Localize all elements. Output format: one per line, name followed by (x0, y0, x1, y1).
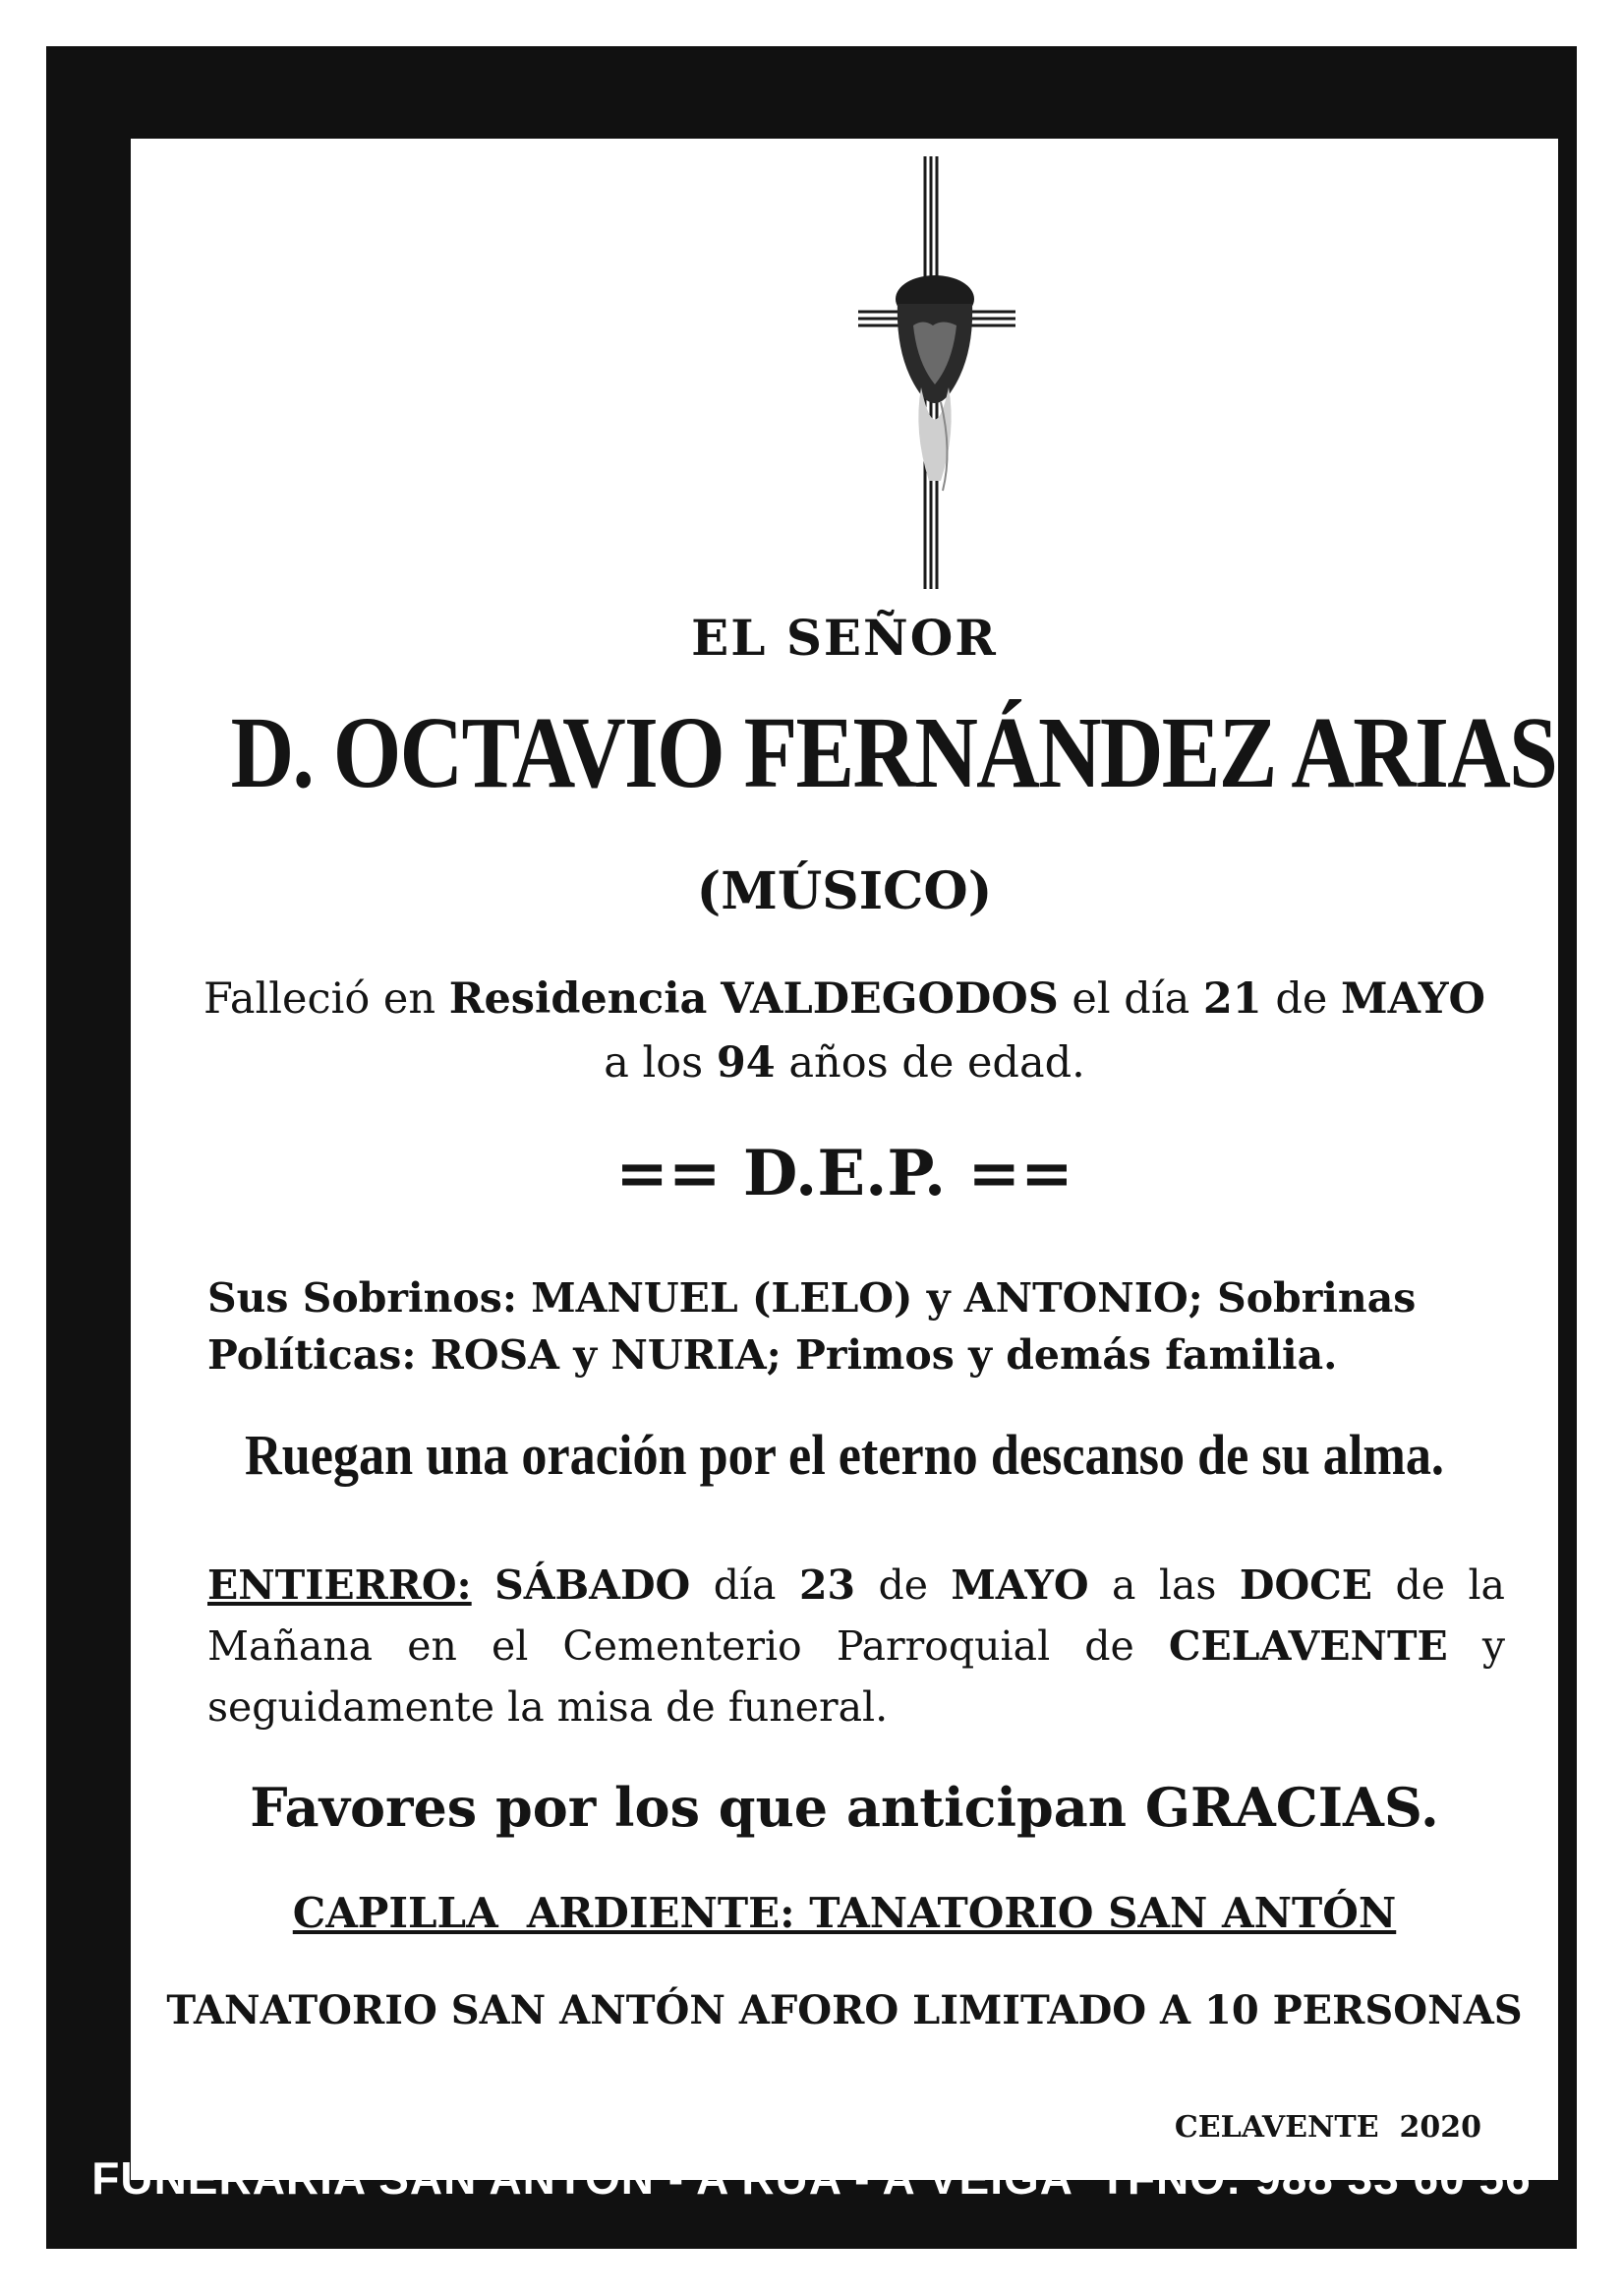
burial-text: de (855, 1561, 952, 1609)
burial-place: CELAVENTE (1168, 1622, 1448, 1670)
death-place-name: VALDEGODOS (721, 974, 1059, 1024)
burial-day: 23 (798, 1561, 856, 1609)
deceased-name: D. OCTAVIO FERNÁNDEZ ARIAS (230, 696, 1557, 809)
burial-day-name: SÁBADO (494, 1561, 691, 1609)
death-month-prefix: de (1261, 974, 1342, 1024)
burial-text: día (690, 1561, 799, 1609)
burial-month: MAYO (951, 1561, 1089, 1609)
notice-paper (131, 139, 1558, 2180)
burial-time: DOCE (1239, 1561, 1373, 1609)
age-prefix: a los (604, 1038, 717, 1088)
place-year: CELAVENTE 2020 (1174, 2110, 1481, 2145)
age-value: 94 (716, 1038, 776, 1088)
death-day: 21 (1202, 974, 1262, 1024)
age-suffix: años de edad. (775, 1038, 1085, 1088)
burial-text: a las (1088, 1561, 1240, 1609)
death-day-prefix: el día (1058, 974, 1203, 1024)
funeral-home-footer: FUNERARIA SAN ANTÓN - A RÚA - A VEIGA TFNO: 988 33 60 56 (91, 2152, 1532, 2204)
death-place-label: Residencia (448, 974, 708, 1024)
burial-label: ENTIERRO: (207, 1561, 472, 1609)
family-paragraph (207, 1269, 1505, 1383)
family-line: Sus Sobrinos: MANUEL (LELO) y ANTONIO; Sobrinas (207, 1274, 1417, 1322)
mourning-frame (46, 46, 1577, 2249)
dep-heading: == D.E.P. == (615, 1137, 1073, 1210)
age-line (131, 1038, 1558, 1088)
deceased-profession: (MÚSICO) (696, 861, 993, 921)
burial-text: de la Mañana en el Cementerio Parroquial de (207, 1561, 1506, 1670)
crucifix-icon (858, 156, 1015, 589)
thanks-line: Favores por los que anticipan GRACIAS. (250, 1776, 1439, 1839)
death-info-line (131, 974, 1558, 1024)
prayer-line: Ruegan una oración por el eterno descanso de su alma. (245, 1423, 1444, 1487)
chapel-line: CAPILLA ARDIENTE: TANATORIO SAN ANTÓN (292, 1889, 1397, 1937)
burial-paragraph (207, 1555, 1505, 1737)
family-line: Políticas: ROSA y NURIA; Primos y demás familia. (207, 1331, 1338, 1379)
honorific-title: EL SEÑOR (691, 609, 998, 667)
capacity-line: TANATORIO SAN ANTÓN AFORO LIMITADO A 10 PERSONAS (166, 1987, 1523, 2033)
death-month: MAYO (1341, 974, 1486, 1024)
burial-text: y seguidamente la misa de funeral. (207, 1622, 1505, 1731)
death-prefix: Falleció en (203, 974, 449, 1024)
